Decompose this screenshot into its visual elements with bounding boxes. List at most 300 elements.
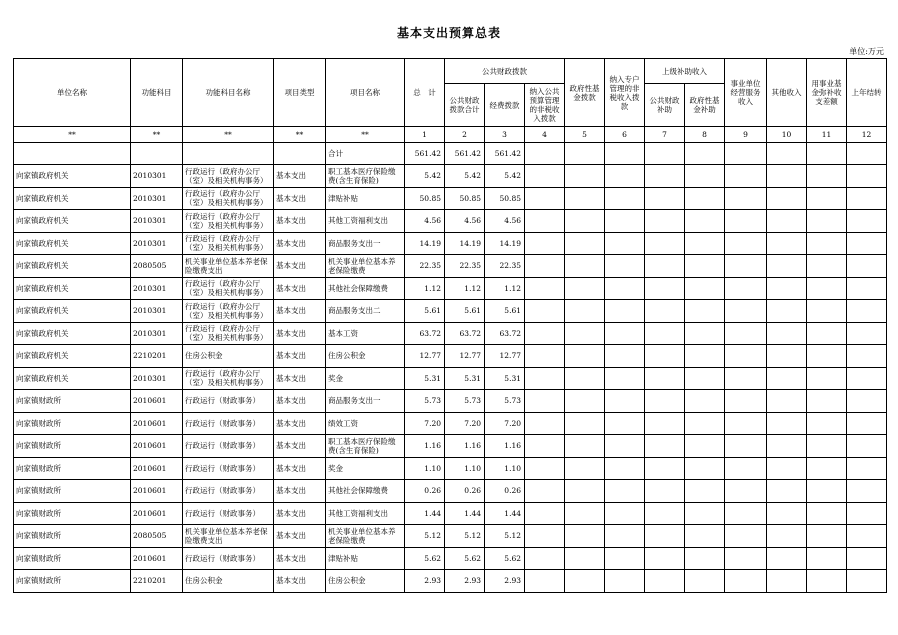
empty-cell <box>605 435 645 458</box>
unit-name-cell: 向家镇政府机关 <box>14 210 131 233</box>
empty-cell <box>767 232 807 255</box>
empty-cell <box>807 345 847 368</box>
table-row <box>14 390 887 413</box>
empty-cell <box>767 457 807 480</box>
total-cell: 1.12 <box>405 277 445 300</box>
empty-cell <box>645 143 685 165</box>
proj-type-cell: 基本支出 <box>274 322 326 345</box>
subtotal-cell: 5.12 <box>445 525 485 548</box>
proj-name-cell: 其他工资福利支出 <box>326 210 405 233</box>
index-cell: ** <box>14 127 131 143</box>
empty-cell <box>767 435 807 458</box>
table-row <box>14 435 887 458</box>
empty-cell <box>685 502 725 525</box>
subtotal-cell: 5.62 <box>445 547 485 570</box>
subtotal-cell: 50.85 <box>445 187 485 210</box>
empty-cell <box>807 547 847 570</box>
header-func-name: 功能科目名称 <box>183 59 274 127</box>
empty-cell <box>525 525 565 548</box>
func-name-cell: 机关事业单位基本养老保险缴费支出 <box>183 525 274 548</box>
func-name-cell: 行政运行（政府办公厅（室）及相关机构事务） <box>183 165 274 188</box>
empty-cell <box>565 525 605 548</box>
expense-cell: 1.10 <box>485 457 525 480</box>
func-code-cell: 2010301 <box>131 300 183 323</box>
empty-cell <box>645 187 685 210</box>
empty-cell <box>14 143 131 165</box>
empty-cell <box>565 570 605 593</box>
empty-cell <box>605 232 645 255</box>
subtotal-cell: 22.35 <box>445 255 485 278</box>
empty-cell <box>645 300 685 323</box>
empty-cell <box>525 345 565 368</box>
header-superior-subsidy: 上级补助收入 <box>645 59 725 84</box>
empty-cell <box>807 210 847 233</box>
empty-cell <box>525 187 565 210</box>
empty-cell <box>645 525 685 548</box>
empty-cell <box>605 210 645 233</box>
empty-cell <box>605 502 645 525</box>
empty-cell <box>645 502 685 525</box>
expense-cell: 50.85 <box>485 187 525 210</box>
empty-cell <box>807 232 847 255</box>
func-code-cell: 2010601 <box>131 480 183 503</box>
empty-cell <box>685 390 725 413</box>
proj-name-cell: 其他社会保障缴费 <box>326 480 405 503</box>
expense-cell: 4.56 <box>485 210 525 233</box>
table-row <box>14 502 887 525</box>
total-expense: 561.42 <box>485 143 525 165</box>
empty-cell <box>807 165 847 188</box>
total-label: 合计 <box>326 143 405 165</box>
empty-cell <box>725 502 767 525</box>
empty-cell <box>847 570 887 593</box>
expense-cell: 1.12 <box>485 277 525 300</box>
empty-cell <box>685 322 725 345</box>
empty-cell <box>725 232 767 255</box>
subtotal-cell: 1.44 <box>445 502 485 525</box>
proj-name-cell: 奖金 <box>326 367 405 390</box>
func-code-cell: 2010301 <box>131 165 183 188</box>
empty-cell <box>767 210 807 233</box>
empty-cell <box>605 390 645 413</box>
total-cell: 63.72 <box>405 322 445 345</box>
empty-cell <box>605 547 645 570</box>
header-last-year: 上年结转 <box>847 59 887 127</box>
func-name-cell: 行政运行（政府办公厅（室）及相关机构事务） <box>183 322 274 345</box>
empty-cell <box>685 187 725 210</box>
total-cell: 1.44 <box>405 502 445 525</box>
proj-name-cell: 津贴补贴 <box>326 187 405 210</box>
expense-cell: 2.93 <box>485 570 525 593</box>
empty-cell <box>565 210 605 233</box>
proj-type-cell: 基本支出 <box>274 367 326 390</box>
empty-cell <box>565 232 605 255</box>
proj-type-cell: 基本支出 <box>274 345 326 368</box>
total-cell: 5.12 <box>405 525 445 548</box>
unit-name-cell: 向家镇政府机关 <box>14 345 131 368</box>
func-name-cell: 住房公积金 <box>183 345 274 368</box>
empty-cell <box>807 390 847 413</box>
proj-name-cell: 其他社会保障缴费 <box>326 277 405 300</box>
empty-cell <box>685 570 725 593</box>
empty-cell <box>807 187 847 210</box>
empty-cell <box>131 143 183 165</box>
empty-cell <box>685 210 725 233</box>
func-code-cell: 2010601 <box>131 435 183 458</box>
empty-cell <box>685 277 725 300</box>
empty-cell <box>807 322 847 345</box>
index-cell: ** <box>274 127 326 143</box>
empty-cell <box>525 480 565 503</box>
index-cell: 11 <box>807 127 847 143</box>
empty-cell <box>847 390 887 413</box>
proj-type-cell: 基本支出 <box>274 435 326 458</box>
empty-cell <box>605 277 645 300</box>
func-name-cell: 行政运行（政府办公厅（室）及相关机构事务） <box>183 300 274 323</box>
func-code-cell: 2010601 <box>131 412 183 435</box>
empty-cell <box>525 232 565 255</box>
expense-cell: 63.72 <box>485 322 525 345</box>
empty-cell <box>605 412 645 435</box>
empty-cell <box>767 390 807 413</box>
proj-name-cell: 机关事业单位基本养老保险缴费 <box>326 525 405 548</box>
empty-cell <box>605 255 645 278</box>
empty-cell <box>525 412 565 435</box>
empty-cell <box>525 367 565 390</box>
empty-cell <box>847 277 887 300</box>
empty-cell <box>605 143 645 165</box>
expense-cell: 22.35 <box>485 255 525 278</box>
empty-cell <box>645 457 685 480</box>
empty-cell <box>605 345 645 368</box>
empty-cell <box>847 255 887 278</box>
empty-cell <box>685 300 725 323</box>
func-code-cell: 2010301 <box>131 210 183 233</box>
proj-name-cell: 商品服务支出二 <box>326 300 405 323</box>
empty-cell <box>725 277 767 300</box>
proj-type-cell: 基本支出 <box>274 457 326 480</box>
total-cell: 5.62 <box>405 547 445 570</box>
page-title: 基本支出预算总表 <box>396 26 501 40</box>
empty-cell <box>565 255 605 278</box>
empty-cell <box>847 165 887 188</box>
header-public-subtotal: 公共财政拨款合计 <box>445 84 485 127</box>
proj-name-cell: 津贴补贴 <box>326 547 405 570</box>
total-cell: 1.16 <box>405 435 445 458</box>
empty-cell <box>645 165 685 188</box>
subtotal-cell: 5.42 <box>445 165 485 188</box>
proj-name-cell: 商品服务支出一 <box>326 232 405 255</box>
index-cell: ** <box>131 127 183 143</box>
proj-type-cell: 基本支出 <box>274 210 326 233</box>
func-name-cell: 住房公积金 <box>183 570 274 593</box>
subtotal-cell: 5.73 <box>445 390 485 413</box>
func-code-cell: 2080505 <box>131 255 183 278</box>
table-row <box>14 322 887 345</box>
index-cell: 5 <box>565 127 605 143</box>
total-cell: 14.19 <box>405 232 445 255</box>
unit-name-cell: 向家镇财政所 <box>14 547 131 570</box>
empty-cell <box>725 480 767 503</box>
empty-cell <box>807 435 847 458</box>
empty-cell <box>847 345 887 368</box>
table-row <box>14 367 887 390</box>
table-row <box>14 480 887 503</box>
empty-cell <box>847 187 887 210</box>
empty-cell <box>725 165 767 188</box>
empty-cell <box>685 525 725 548</box>
header-fund-balance: 用事业基金弥补收支差额 <box>807 59 847 127</box>
expense-cell: 0.26 <box>485 480 525 503</box>
empty-cell <box>565 502 605 525</box>
header-public-finance: 公共财政拨款 <box>445 59 565 84</box>
empty-cell <box>565 367 605 390</box>
empty-cell <box>565 143 605 165</box>
func-name-cell: 行政运行（财政事务） <box>183 502 274 525</box>
empty-cell <box>685 435 725 458</box>
table-row <box>14 412 887 435</box>
total-cell: 12.77 <box>405 345 445 368</box>
proj-name-cell: 基本工资 <box>326 322 405 345</box>
empty-cell <box>767 367 807 390</box>
func-code-cell: 2010301 <box>131 367 183 390</box>
empty-cell <box>525 210 565 233</box>
empty-cell <box>767 143 807 165</box>
empty-cell <box>847 412 887 435</box>
empty-cell <box>847 322 887 345</box>
table-row <box>14 345 887 368</box>
empty-cell <box>767 322 807 345</box>
empty-cell <box>565 345 605 368</box>
unit-name-cell: 向家镇财政所 <box>14 480 131 503</box>
func-name-cell: 行政运行（财政事务） <box>183 480 274 503</box>
empty-cell <box>807 412 847 435</box>
empty-cell <box>525 547 565 570</box>
table-row <box>14 165 887 188</box>
empty-cell <box>807 525 847 548</box>
empty-cell <box>807 277 847 300</box>
subtotal-cell: 5.31 <box>445 367 485 390</box>
header-business-income: 事业单位经营服务收入 <box>725 59 767 127</box>
empty-cell <box>685 345 725 368</box>
unit-name-cell: 向家镇财政所 <box>14 570 131 593</box>
func-code-cell: 2010601 <box>131 390 183 413</box>
empty-cell <box>767 345 807 368</box>
empty-cell <box>767 502 807 525</box>
empty-cell <box>183 143 274 165</box>
subtotal-cell: 63.72 <box>445 322 485 345</box>
index-cell: 2 <box>445 127 485 143</box>
subtotal-cell: 1.12 <box>445 277 485 300</box>
empty-cell <box>767 277 807 300</box>
empty-cell <box>525 300 565 323</box>
empty-cell <box>767 300 807 323</box>
index-row <box>14 127 887 143</box>
expense-cell: 5.42 <box>485 165 525 188</box>
empty-cell <box>847 435 887 458</box>
func-code-cell: 2010301 <box>131 187 183 210</box>
header-other-income: 其他收入 <box>767 59 807 127</box>
func-code-cell: 2210201 <box>131 345 183 368</box>
unit-name-cell: 向家镇政府机关 <box>14 165 131 188</box>
empty-cell <box>685 547 725 570</box>
empty-cell <box>565 435 605 458</box>
unit-name-cell: 向家镇政府机关 <box>14 187 131 210</box>
empty-cell <box>645 322 685 345</box>
empty-cell <box>807 457 847 480</box>
subtotal-cell: 14.19 <box>445 232 485 255</box>
total-cell: 2.93 <box>405 570 445 593</box>
func-code-cell: 2010601 <box>131 502 183 525</box>
empty-cell <box>645 390 685 413</box>
empty-cell <box>847 480 887 503</box>
proj-name-cell: 商品服务支出一 <box>326 390 405 413</box>
proj-name-cell: 其他工资福利支出 <box>326 502 405 525</box>
empty-cell <box>725 525 767 548</box>
index-cell: 3 <box>485 127 525 143</box>
empty-cell <box>767 480 807 503</box>
empty-cell <box>725 547 767 570</box>
empty-cell <box>807 255 847 278</box>
empty-cell <box>685 367 725 390</box>
empty-cell <box>685 255 725 278</box>
header-sup-public: 公共财政补助 <box>645 84 685 127</box>
subtotal-cell: 1.16 <box>445 435 485 458</box>
empty-cell <box>605 480 645 503</box>
empty-cell <box>565 322 605 345</box>
proj-type-cell: 基本支出 <box>274 525 326 548</box>
header-proj-name: 项目名称 <box>326 59 405 127</box>
budget-table <box>13 58 887 593</box>
empty-cell <box>565 277 605 300</box>
expense-cell: 1.44 <box>485 502 525 525</box>
empty-cell <box>767 412 807 435</box>
table-row <box>14 457 887 480</box>
empty-cell <box>605 300 645 323</box>
proj-type-cell: 基本支出 <box>274 502 326 525</box>
proj-type-cell: 基本支出 <box>274 232 326 255</box>
total-row <box>14 143 887 165</box>
empty-cell <box>605 457 645 480</box>
empty-cell <box>767 165 807 188</box>
expense-cell: 5.31 <box>485 367 525 390</box>
empty-cell <box>725 210 767 233</box>
index-cell: 1 <box>405 127 445 143</box>
total-cell: 5.73 <box>405 390 445 413</box>
table-row <box>14 547 887 570</box>
empty-cell <box>605 367 645 390</box>
empty-cell <box>807 367 847 390</box>
index-cell: 12 <box>847 127 887 143</box>
total-cell: 22.35 <box>405 255 445 278</box>
proj-name-cell: 住房公积金 <box>326 345 405 368</box>
expense-cell: 1.16 <box>485 435 525 458</box>
proj-type-cell: 基本支出 <box>274 547 326 570</box>
proj-type-cell: 基本支出 <box>274 412 326 435</box>
proj-name-cell: 职工基本医疗保险缴费(含生育保险) <box>326 435 405 458</box>
unit-name-cell: 向家镇财政所 <box>14 457 131 480</box>
table-row <box>14 187 887 210</box>
header-func-code: 功能科目 <box>131 59 183 127</box>
total-cell: 5.42 <box>405 165 445 188</box>
unit-name-cell: 向家镇政府机关 <box>14 255 131 278</box>
table-row <box>14 570 887 593</box>
proj-name-cell: 绩效工资 <box>326 412 405 435</box>
empty-cell <box>725 187 767 210</box>
proj-type-cell: 基本支出 <box>274 187 326 210</box>
func-name-cell: 行政运行（政府办公厅（室）及相关机构事务） <box>183 367 274 390</box>
index-cell: 7 <box>645 127 685 143</box>
total-cell: 5.61 <box>405 300 445 323</box>
proj-name-cell: 职工基本医疗保险缴费(含生育保险) <box>326 165 405 188</box>
unit-name-cell: 向家镇政府机关 <box>14 322 131 345</box>
empty-cell <box>725 345 767 368</box>
index-cell: 8 <box>685 127 725 143</box>
subtotal-cell: 2.93 <box>445 570 485 593</box>
unit-name-cell: 向家镇政府机关 <box>14 277 131 300</box>
empty-cell <box>565 480 605 503</box>
empty-cell <box>685 457 725 480</box>
empty-cell <box>565 412 605 435</box>
empty-cell <box>565 300 605 323</box>
func-code-cell: 2080505 <box>131 525 183 548</box>
empty-cell <box>525 435 565 458</box>
empty-cell <box>767 525 807 548</box>
empty-cell <box>605 165 645 188</box>
empty-cell <box>847 300 887 323</box>
empty-cell <box>605 187 645 210</box>
index-cell: ** <box>183 127 274 143</box>
empty-cell <box>685 165 725 188</box>
empty-cell <box>847 547 887 570</box>
func-name-cell: 行政运行（财政事务） <box>183 435 274 458</box>
empty-cell <box>725 457 767 480</box>
total-cell: 50.85 <box>405 187 445 210</box>
expense-cell: 14.19 <box>485 232 525 255</box>
empty-cell <box>725 570 767 593</box>
total-value: 561.42 <box>405 143 445 165</box>
proj-type-cell: 基本支出 <box>274 480 326 503</box>
empty-cell <box>847 210 887 233</box>
unit-name-cell: 向家镇财政所 <box>14 435 131 458</box>
empty-cell <box>847 232 887 255</box>
total-cell: 1.10 <box>405 457 445 480</box>
index-cell: ** <box>326 127 405 143</box>
proj-type-cell: 基本支出 <box>274 390 326 413</box>
empty-cell <box>725 412 767 435</box>
unit-name-cell: 向家镇财政所 <box>14 502 131 525</box>
empty-cell <box>645 412 685 435</box>
total-cell: 7.20 <box>405 412 445 435</box>
table-row <box>14 300 887 323</box>
func-name-cell: 行政运行（财政事务） <box>183 547 274 570</box>
func-name-cell: 行政运行（政府办公厅（室）及相关机构事务） <box>183 210 274 233</box>
total-cell: 0.26 <box>405 480 445 503</box>
empty-cell <box>807 480 847 503</box>
subtotal-cell: 5.61 <box>445 300 485 323</box>
header-expense-alloc: 经费拨款 <box>485 84 525 127</box>
empty-cell <box>645 210 685 233</box>
total-cell: 4.56 <box>405 210 445 233</box>
empty-cell <box>725 143 767 165</box>
func-name-cell: 行政运行（政府办公厅（室）及相关机构事务） <box>183 277 274 300</box>
expense-cell: 12.77 <box>485 345 525 368</box>
empty-cell <box>525 165 565 188</box>
expense-cell: 5.61 <box>485 300 525 323</box>
unit-name-cell: 向家镇财政所 <box>14 390 131 413</box>
table-row <box>14 232 887 255</box>
empty-cell <box>645 570 685 593</box>
